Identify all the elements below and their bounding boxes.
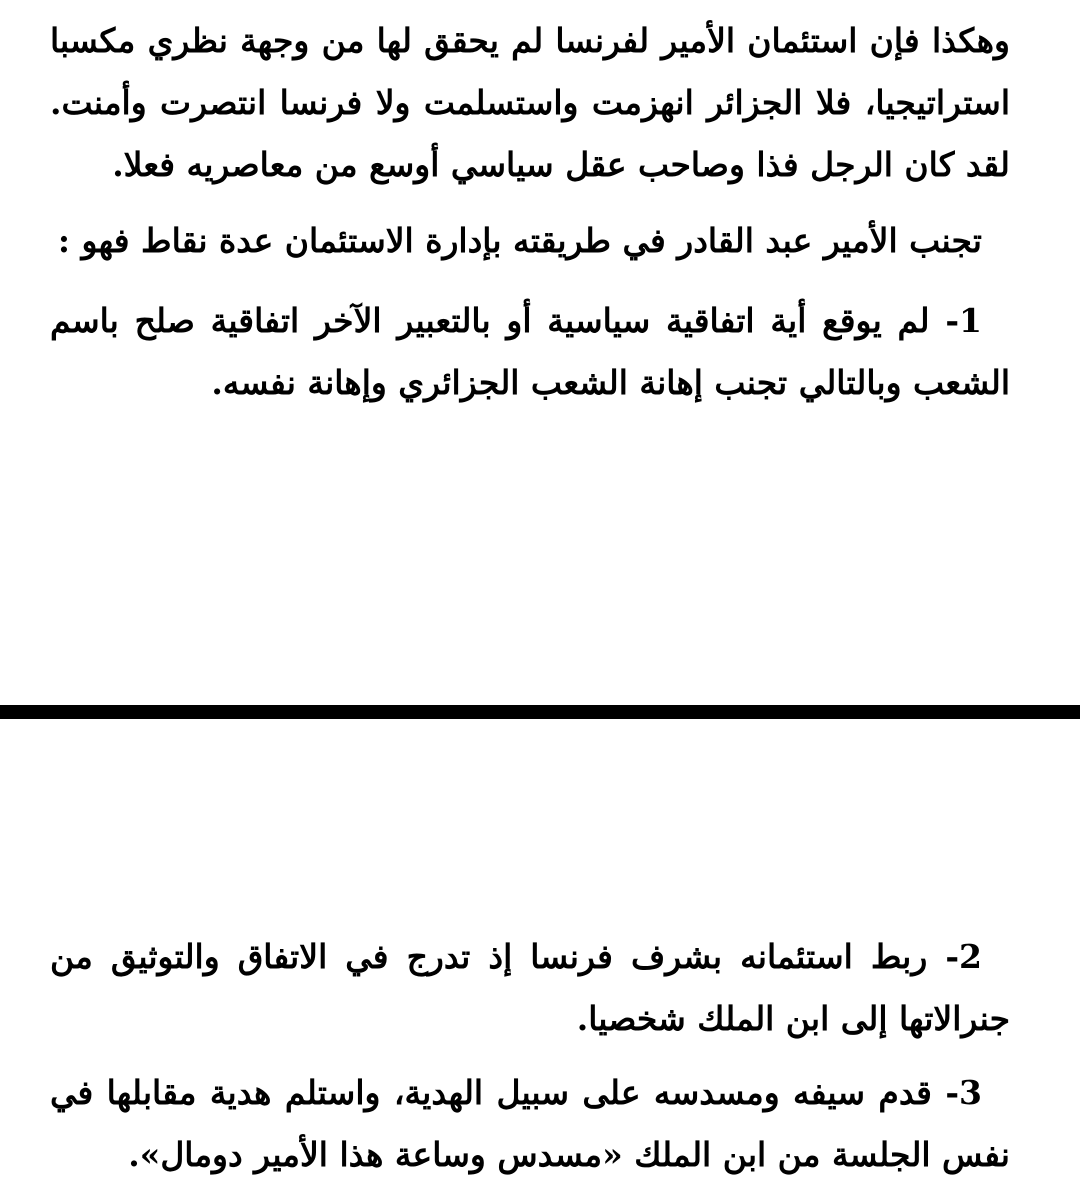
paragraph-point-1: 1- لم يوقع أية اتفاقية سياسية أو بالتعبير الآخر اتفاقية صلح باسم الشعب وبالتالي تجنب إهانة الشعب الجزائري وإهانة نفسه.: [50, 301, 1010, 402]
page-divider: [0, 705, 1080, 719]
paragraph-conclusion: وهكذا فإن استئمان الأمير لفرنسا لم يحقق لها من وجهة نظري مكسبا استراتيجيا، فلا الجزائر انهزمت واستسلمت ولا فرنسا انتصرت وأمنت. لقد كان الرجل فذا وصاحب عقل سياسي أوسع من معاصريه فعلا.: [50, 21, 1010, 184]
paragraph-intro-points: تجنب الأمير عبد القادر في طريقته بإدارة الاستئمان عدة نقاط فهو :: [57, 221, 982, 260]
bottom-text-block: [0, 719, 1080, 1199]
paragraph-point-2: 2- ربط استئمانه بشرف فرنسا إذ تدرج في الاتفاق والتوثيق من جنرالاتها إلى ابن الملك شخصيا.: [50, 937, 1010, 1038]
paragraph-point-3: 3- قدم سيفه ومسدسه على سبيل الهدية، واستلم هدية مقابلها في نفس الجلسة من ابن الملك «مسدس وساعة هذا الأمير دومال».: [50, 1073, 1010, 1174]
